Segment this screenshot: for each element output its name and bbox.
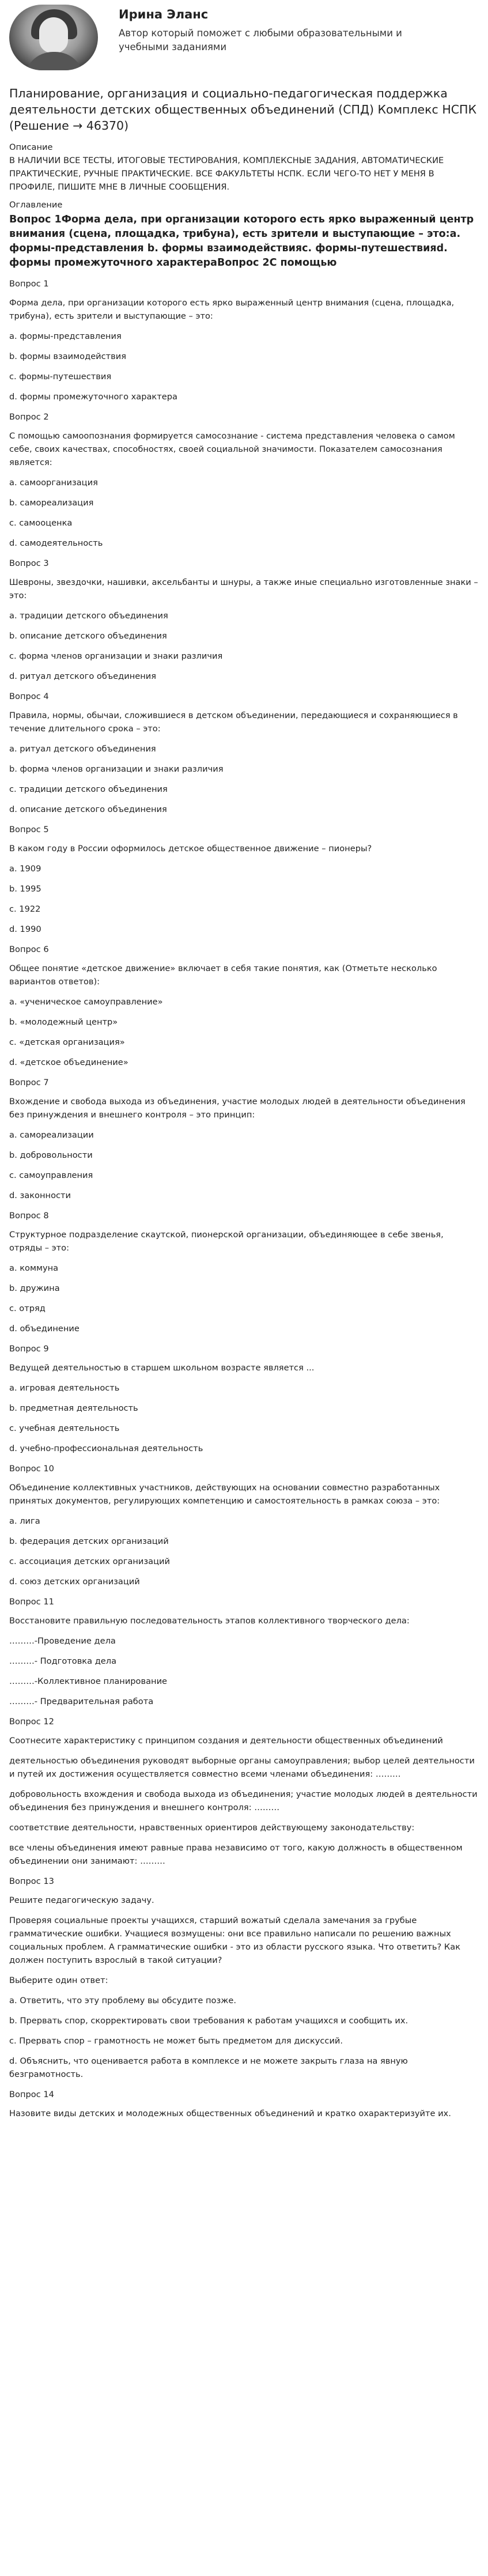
- author-description: Автор который поможет с любыми образовательными и учебными заданиями: [119, 28, 402, 52]
- answer-option: b. предметная деятельность: [9, 1403, 138, 1413]
- answer-option: a. самореализации: [9, 1130, 94, 1140]
- answer-option: d. учебно-профессиональная деятельность: [9, 1444, 203, 1453]
- question-text: Назовите виды детских и молодежных общественных объединений и кратко охарактеризуйте их.: [9, 2109, 451, 2118]
- answer-option: деятельностью объединения руководят выборные органы самоуправления; выбор целей деятельности и путей их достижения осуществляется совместно всеми членами объединения: ………: [9, 1756, 475, 1779]
- answer-option: добровольность вхождения и свобода выхода из объединения; участие молодых людей в деятельности объединения без принуждения и внешнего контроля: ………: [9, 1789, 478, 1812]
- question-block: [9, 1715, 479, 1868]
- question-text: Соотнесите характеристику с принципом создания и деятельности общественных объединений: [9, 1736, 443, 1746]
- answer-option: a. коммуна: [9, 1263, 59, 1273]
- question-text: Решите педагогическую задачу.: [9, 1895, 154, 1905]
- answer-option: ………- Предварительная работа: [9, 1697, 154, 1706]
- question-block: [9, 943, 479, 1069]
- answer-option: a. 1909: [9, 864, 41, 874]
- answer-option: ………- Подготовка дела: [9, 1656, 117, 1666]
- answer-option: ………-Проведение дела: [9, 1636, 116, 1646]
- question-number: Вопрос 4: [9, 692, 49, 701]
- toc-heading: Вопрос 1Форма дела, при организации которого есть ярко выраженный центр внимания (сцена, площадка, трибуна), есть зрители и выступающие – это:а. формы-представления b. формы взаимодействияс. формы-путешествияd. формы промежуточного характераВопрос 2С помощью: [9, 214, 474, 269]
- answer-option: b. 1995: [9, 884, 41, 894]
- question-number: Вопрос 14: [9, 2090, 54, 2099]
- answer-option: d. союз детских организаций: [9, 1577, 140, 1587]
- question-list: [9, 277, 479, 2120]
- answer-option: все члены объединения имеют равные права независимо от того, какую должность в общественном объединении они занимают: ………: [9, 1843, 463, 1866]
- answer-option: c. «детская организация»: [9, 1037, 125, 1047]
- answer-option: a. игровая деятельность: [9, 1383, 120, 1393]
- question-block: [9, 2088, 479, 2120]
- question-block: [9, 1076, 479, 1202]
- answer-option: b. федерация детских организаций: [9, 1536, 169, 1546]
- answer-option: a. «ученическое самоуправление»: [9, 997, 163, 1007]
- answer-option: a. ритуал детского объединения: [9, 744, 156, 754]
- answer-option: c. самооценка: [9, 518, 73, 528]
- description-text: В НАЛИЧИИ ВСЕ ТЕСТЫ, ИТОГОВЫЕ ТЕСТИРОВАНИЯ, КОМПЛЕКСНЫЕ ЗАДАНИЯ, АВТОМАТИЧЕСКИЕ ПРАКТИЧЕСКИЕ, РУЧНЫЕ ПРАКТИЧЕСКИЕ. ВСЕ ФАКУЛЬТЕТЫ НСПК. ЕСЛИ ЧЕГО-ТО НЕТ У МЕНЯ В ПРОФИЛЕ, ПИШИТЕ МНЕ В ЛИЧНЫЕ СООБЩЕНИЯ.: [9, 156, 444, 192]
- question-text: Шевроны, звездочки, нашивки, аксельбанты и шнуры, а также иные специально изготовленные знаки – это:: [9, 577, 478, 600]
- question-text: Объединение коллективных участников, действующих на основании совместно разработанных принятых документов, регулирующих компетенцию и самостоятельность в рамках союза – это:: [9, 1483, 440, 1506]
- answer-option: c. традиции детского объединения: [9, 784, 168, 794]
- question-block: [9, 1209, 479, 1335]
- question-number: Вопрос 11: [9, 1597, 54, 1607]
- question-text: С помощью самоопознания формируется самосознание - система представления человека о самом себе, своих качествах, способностях, своей социальной значимости. Показателем самосознания является:: [9, 431, 455, 467]
- question-number: Вопрос 12: [9, 1717, 54, 1727]
- question-block: [9, 1342, 479, 1455]
- answer-option: d. объединение: [9, 1324, 80, 1334]
- question-number: Вопрос 2: [9, 412, 49, 422]
- question-block: [9, 277, 479, 403]
- author-avatar[interactable]: [9, 5, 98, 70]
- answer-option: c. учебная деятельность: [9, 1423, 120, 1433]
- avatar-body: [24, 52, 84, 70]
- question-text: Ведущей деятельностью в старшем школьном возрасте является ...: [9, 1363, 315, 1373]
- answer-option: c. ассоциация детских организаций: [9, 1557, 171, 1566]
- question-number: Вопрос 5: [9, 825, 49, 834]
- question-text: Структурное подразделение скаутской, пионерской организации, объединяющее в себе звенья, отряды – это:: [9, 1230, 444, 1253]
- question-extra-text: Выберите один ответ:: [9, 1976, 108, 1985]
- question-block: [9, 1875, 479, 2081]
- answer-option: d. формы промежуточного характера: [9, 392, 177, 402]
- answer-option: d. Объяснить, что оценивается работа в комплексе и не можете закрыть глаза на явную безграмотность.: [9, 2056, 408, 2079]
- question-text: Общее понятие «детское движение» включает в себя такие понятия, как (Отметьте несколько вариантов ответов):: [9, 964, 437, 987]
- answer-option: a. традиции детского объединения: [9, 611, 168, 621]
- answer-option: b. форма членов организации и знаки различия: [9, 764, 224, 774]
- work-title: Планирование, организация и социально-педагогическая поддержка деятельности детских общественных объединений (СПД) Комплекс НСПК (Решение → 46370): [9, 86, 477, 133]
- description-label: Описание: [9, 142, 53, 152]
- answer-option: c. самоуправления: [9, 1170, 93, 1180]
- author-name[interactable]: Ирина Эланс: [119, 7, 209, 21]
- question-text: Форма дела, при организации которого есть ярко выраженный центр внимания (сцена, площадка, трибуна), есть зрители и выступающие – это:: [9, 298, 455, 321]
- answer-option: c. формы-путешествия: [9, 372, 112, 382]
- question-text: Правила, нормы, обычаи, сложившиеся в детском объединении, передающиеся и сохраняющиеся в течение длительного срока – это:: [9, 711, 458, 734]
- answer-option: b. Прервать спор, скорректировать свои требования к работам учащихся и сообщить их.: [9, 2016, 408, 2026]
- answer-option: d. «детское объединение»: [9, 1057, 128, 1067]
- question-number: Вопрос 6: [9, 945, 49, 954]
- answer-option: соответствие деятельности, нравственных ориентиров действующему законодательству:: [9, 1823, 415, 1833]
- question-number: Вопрос 1: [9, 279, 49, 289]
- answer-option: b. добровольности: [9, 1150, 93, 1160]
- question-block: [9, 410, 479, 550]
- question-text: Вхождение и свобода выхода из объединения, участие молодых людей в деятельности объединения без принуждения и внешнего контроля – это принцип:: [9, 1097, 466, 1120]
- author-card: [9, 0, 479, 70]
- answer-option: c. отряд: [9, 1304, 46, 1313]
- toc-label: Оглавление: [9, 200, 63, 210]
- question-text: Восстановите правильную последовательность этапов коллективного творческого дела:: [9, 1616, 410, 1626]
- question-block: [9, 1462, 479, 1588]
- answer-option: a. самоорганизация: [9, 478, 98, 488]
- answer-option: d. ритуал детского объединения: [9, 671, 157, 681]
- answer-option: c. форма членов организации и знаки различия: [9, 651, 223, 661]
- answer-option: d. законности: [9, 1191, 71, 1200]
- question-block: [9, 823, 479, 936]
- answer-option: d. описание детского объединения: [9, 804, 167, 814]
- question-number: Вопрос 8: [9, 1211, 49, 1221]
- answer-option: b. описание детского объединения: [9, 631, 167, 641]
- author-info: [98, 5, 441, 54]
- answer-option: a. лига: [9, 1516, 40, 1526]
- answer-option: c. Прервать спор – грамотность не может быть предметом для дискуссий.: [9, 2036, 343, 2046]
- answer-option: d. самодеятельность: [9, 538, 103, 548]
- question-extra-text: Проверяя социальные проекты учащихся, старший вожатый сделала замечания за грубые грамматические ошибки. Учащиеся возмущены: они все правильно написали по решению важных социальных проблем. А грамматические ошибки - это из области русского языка. Что ответить? Как должен поступить взрослый в такой ситуации?: [9, 1916, 461, 1965]
- question-number: Вопрос 13: [9, 1876, 54, 1886]
- answer-option: b. формы взаимодействия: [9, 352, 127, 361]
- question-block: [9, 690, 479, 816]
- answer-option: ………-Коллективное планирование: [9, 1676, 168, 1686]
- answer-option: c. 1922: [9, 904, 41, 914]
- answer-option: b. «молодежный центр»: [9, 1017, 118, 1027]
- question-block: [9, 557, 479, 683]
- question-number: Вопрос 3: [9, 558, 49, 568]
- question-number: Вопрос 10: [9, 1464, 54, 1474]
- answer-option: a. формы-представления: [9, 331, 122, 341]
- question-text: В каком году в России оформилось детское общественное движение – пионеры?: [9, 844, 372, 853]
- avatar-face: [39, 17, 68, 53]
- answer-option: b. дружина: [9, 1283, 60, 1293]
- answer-option: d. 1990: [9, 924, 41, 934]
- question-number: Вопрос 9: [9, 1344, 49, 1354]
- answer-option: a. Ответить, что эту проблему вы обсудите позже.: [9, 1996, 236, 2005]
- answer-option: b. самореализация: [9, 498, 94, 508]
- question-number: Вопрос 7: [9, 1078, 49, 1087]
- question-block: [9, 1595, 479, 1708]
